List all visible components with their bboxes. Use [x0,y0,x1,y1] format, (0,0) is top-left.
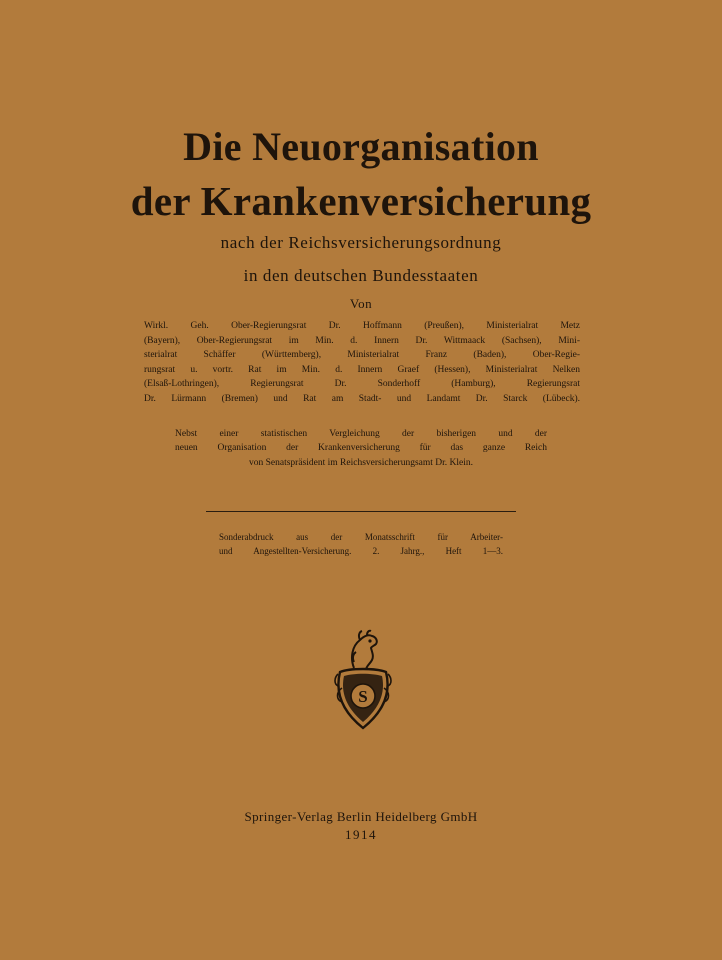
reprint-line: und Angestellten-Versicherung. 2. Jahrg., Heft 1—3. [219,545,503,556]
subtitle-line-2: in den deutschen Bundesstaaten [243,266,479,285]
author-line: Wirkl. Geh. Ober-Regierungsrat Dr. Hoffmann (Preußen), Ministerialrat Metz [144,321,580,331]
author-list [144,319,580,407]
divider [206,511,516,512]
supplement-line: neuen Organisation der Krankenversicherung für das ganze Reich [175,443,547,454]
reprint-line: Sonderabdruck aus der Monatsschrift für Arbeiter- [219,532,503,542]
reprint-note [219,531,503,558]
author-line: Dr. Lürmann (Bremen) und Rat am Stadt- und Landamt Dr. Starck (Lübeck). [144,393,580,404]
supplement-note [175,427,547,470]
springer-knight-emblem-icon [332,628,394,732]
title-line-1: Die Neuorganisation [183,124,539,169]
logo-letter: S [358,687,368,706]
author-line: (Bayern), Ober-Regierungsrat im Min. d. Innern Dr. Wittmaack (Sachsen), Mini- [144,335,580,346]
von-label: Von [349,296,373,311]
publication-year: 1914 [345,827,377,842]
author-line: sterialrat Schäffer (Württemberg), Ministerialrat Franz (Baden), Ober-Regie- [144,350,580,361]
author-line: (Elsaß-Lothringen), Regierungsrat Dr. Sonderhoff (Hamburg), Regierungsrat [144,379,580,390]
publisher-name: Springer-Verlag Berlin Heidelberg GmbH [244,809,478,824]
title-line-2: der Krankenversicherung [130,178,592,224]
supplement-line: von Senatspräsident im Reichsversicherungsamt Dr. Klein. [249,457,473,468]
subtitle-line-1: nach der Reichsversicherungsordnung [220,233,502,252]
supplement-line: Nebst einer statistischen Vergleichung der bisherigen und der [175,429,547,439]
author-line: rungsrat u. vortr. Rat im Min. d. Innern Graef (Hessen), Ministerialrat Nelken [144,364,580,375]
